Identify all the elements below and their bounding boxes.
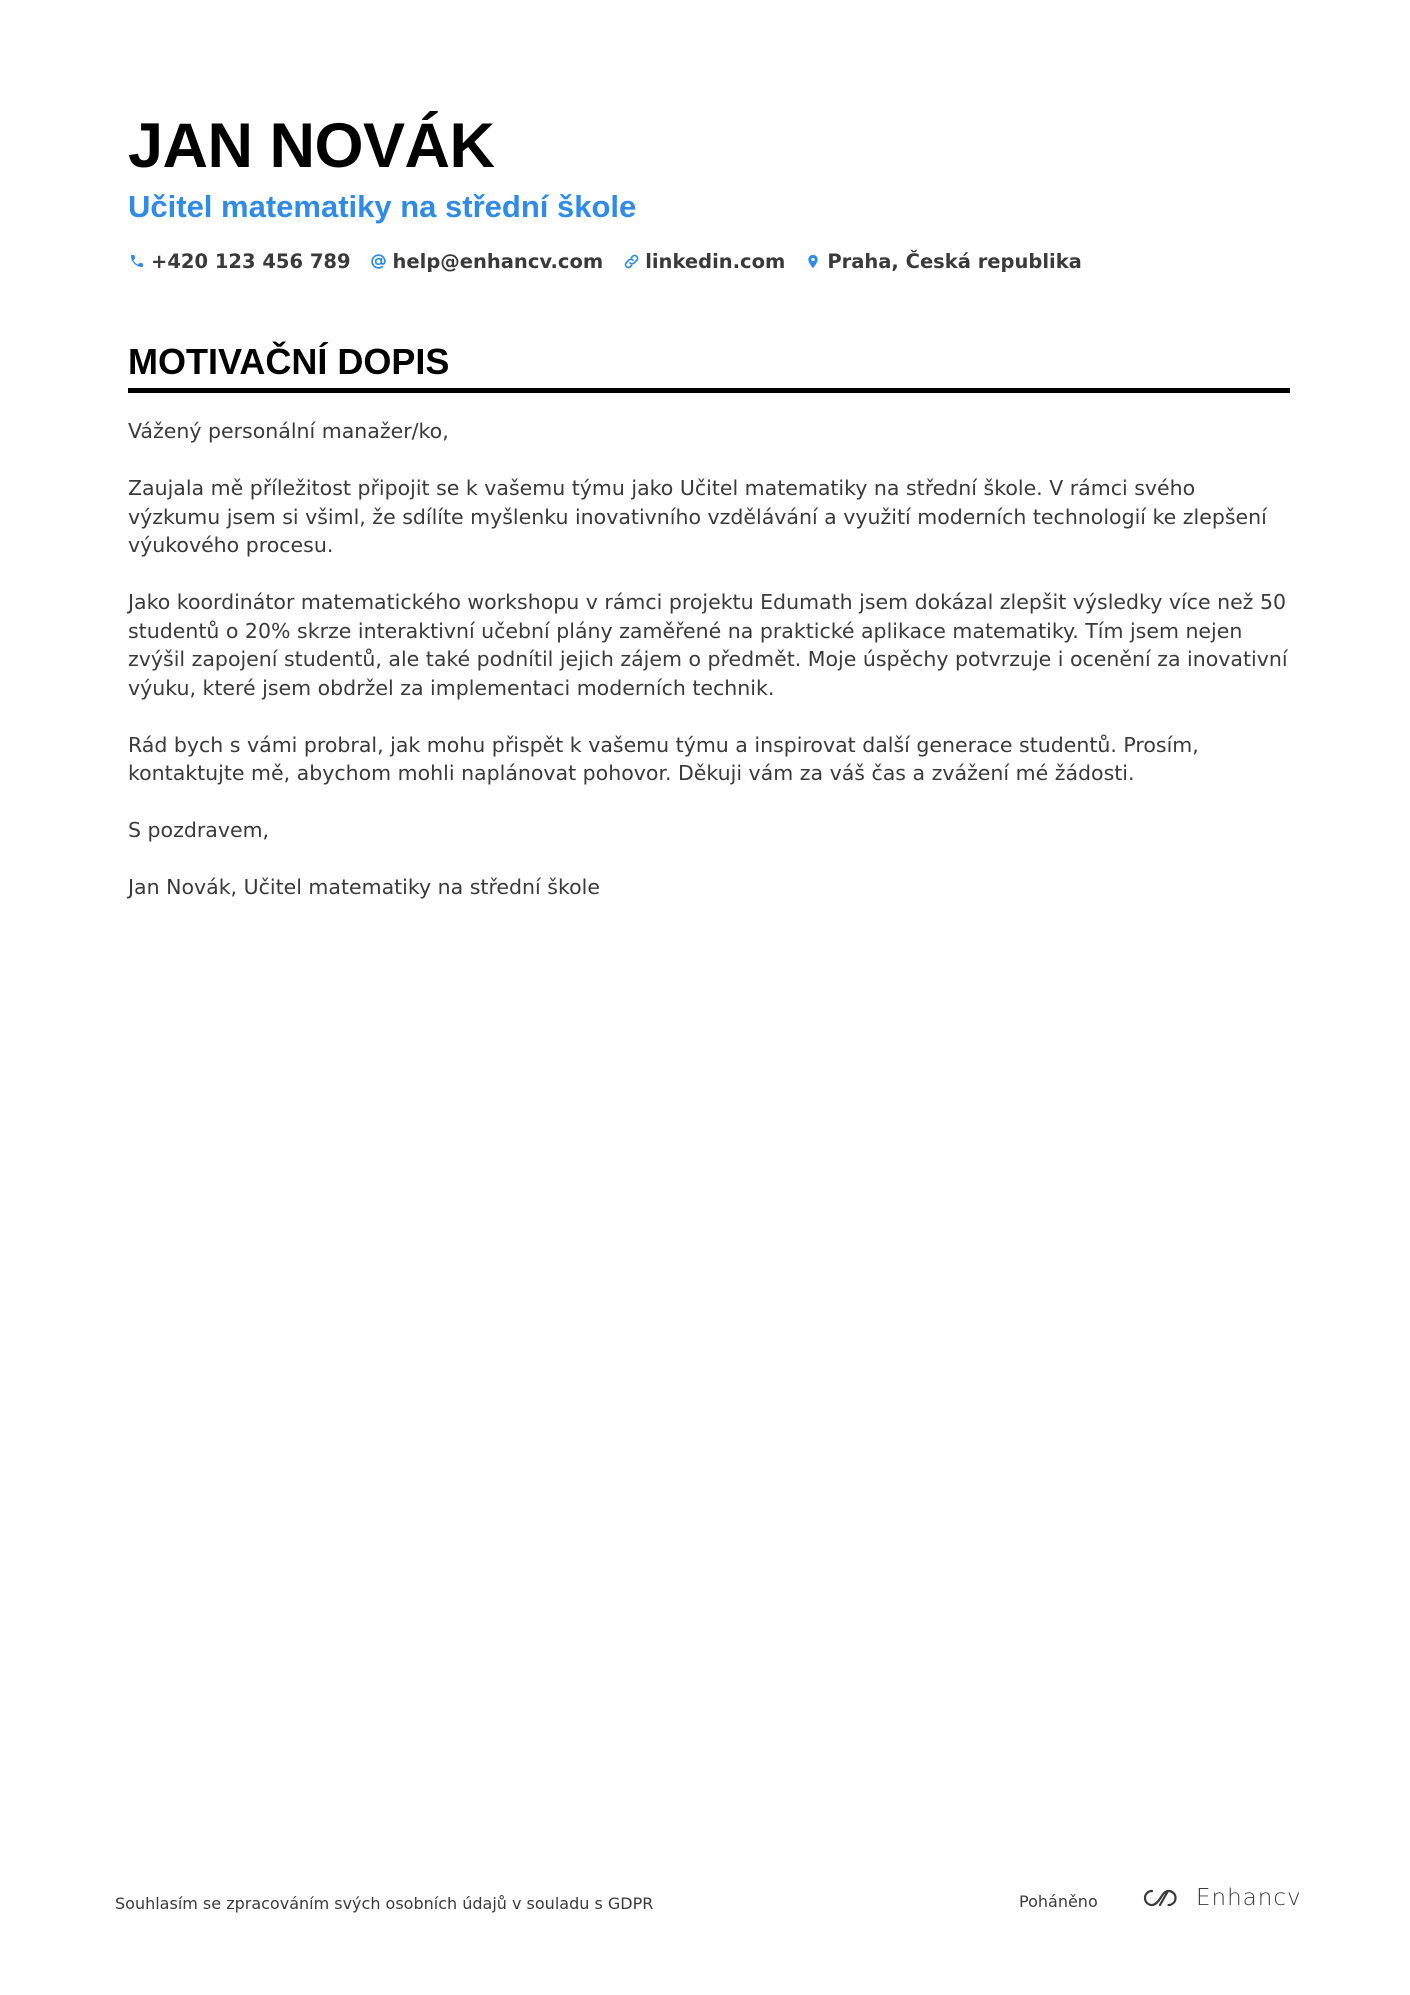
letter-body	[128, 417, 1290, 902]
contact-linkedin[interactable]	[622, 250, 785, 273]
letter-greeting: Vážený personální manažer/ko,	[128, 419, 449, 443]
phone-text: +420 123 456 789	[151, 249, 351, 273]
candidate-role: Učitel matematiky na střední škole	[128, 189, 637, 224]
phone-icon	[128, 252, 146, 270]
location-text: Praha, Česká republika	[827, 249, 1082, 273]
at-icon	[370, 252, 388, 270]
brand-name: Enhancv	[1196, 1885, 1302, 1911]
location-pin-icon	[804, 252, 822, 270]
letter-paragraph: Rád bych s vámi probral, jak mohu přispět k vašemu týmu a inspirovat další generace studentů. Prosím, kontaktujte mě, abychom mohli naplánovat pohovor. Děkuji vám za váš čas a zvážení mé žádosti.	[128, 732, 1199, 785]
infinity-logo-icon	[1138, 1883, 1186, 1913]
cover-letter-page	[128, 108, 1290, 930]
contact-bar	[128, 246, 1290, 276]
letter-paragraph: Jako koordinátor matematického workshopu v rámci projektu Edumath jsem dokázal zlepšit výsledky více než 50 studentů o 20% skrze interaktivní učební plány zaměřené na praktické aplikace matematiky. Tím jsem nejen zvýšil zapojení studentů, ale také podnítil jejich zájem o předmět. Moje úspěchy potvrzuje i ocenění za inovativní výuku, které jsem obdržel za implementaci moderních technik.	[128, 590, 1288, 700]
linkedin-text: linkedin.com	[645, 249, 786, 273]
powered-by-label: Poháněno	[1019, 1892, 1098, 1911]
letter-closing: S pozdravem,	[128, 818, 270, 842]
gdpr-consent-text: Souhlasím se zpracováním svých osobních údajů v souladu s GDPR	[115, 1894, 654, 1913]
letter-signature: Jan Novák, Učitel matematiky na střední škole	[128, 875, 600, 899]
letter-paragraph: Zaujala mě příležitost připojit se k vašemu týmu jako Učitel matematiky na střední škole. V rámci svého výzkumu jsem si všiml, že sdílíte myšlenku inovativního vzdělávání a využití moderních technologií ke zlepšení výukového procesu.	[128, 476, 1267, 557]
contact-phone[interactable]	[128, 250, 351, 273]
contact-location	[804, 250, 1082, 273]
enhancv-logo[interactable]	[1138, 1883, 1302, 1913]
page-footer	[0, 1880, 1410, 1930]
email-text: help@enhancv.com	[392, 249, 604, 273]
section-title: MOTIVAČNÍ DOPIS	[128, 340, 1290, 393]
link-icon	[622, 252, 640, 270]
candidate-name: JAN NOVÁK	[128, 111, 495, 181]
contact-email[interactable]	[370, 250, 604, 273]
